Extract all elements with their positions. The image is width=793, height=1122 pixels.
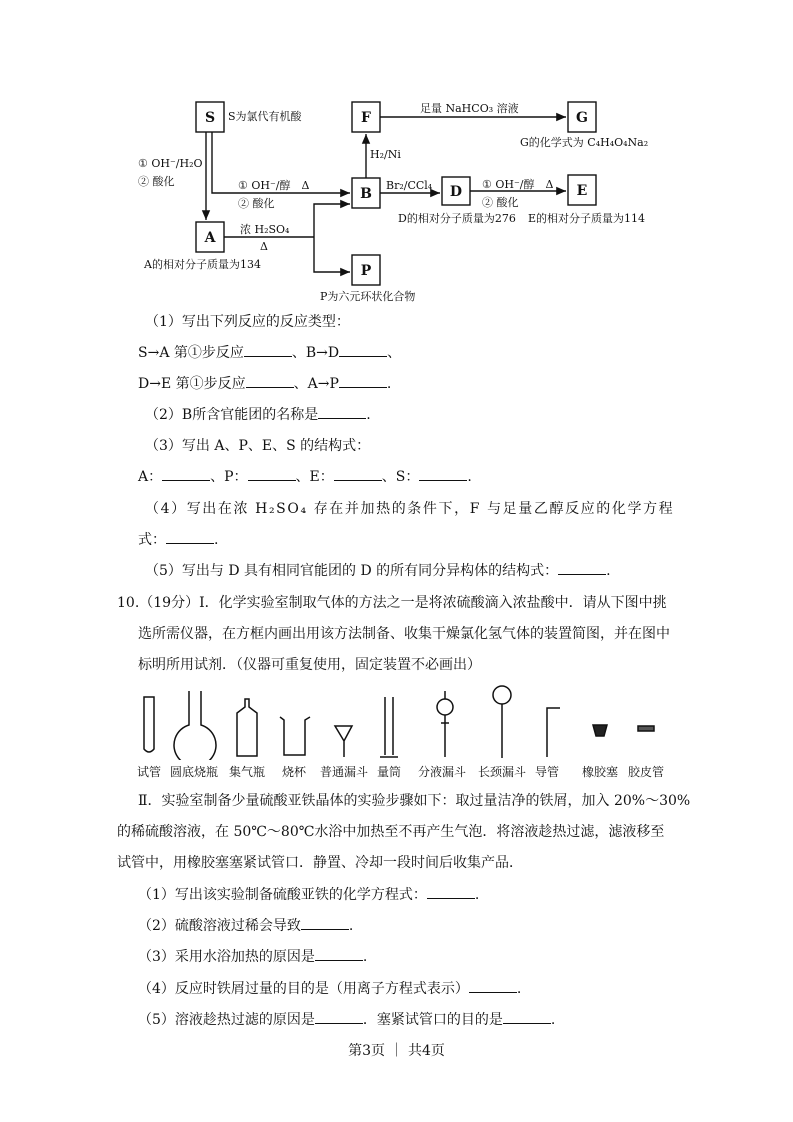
delivery-tube-icon [547,708,560,757]
box-g: G [576,110,588,126]
answer-blank[interactable] [334,468,382,481]
round-bottom-flask-icon [174,691,216,760]
answer-blank[interactable] [244,344,292,357]
gas-collecting-bottle-icon [237,699,257,756]
q9-part1: （1）写出下列反应的反应类型： [145,314,350,330]
separatory-funnel-icon [437,691,453,757]
answer-blank[interactable] [419,468,467,481]
s-note: S为氯代有机酸 [228,110,302,123]
q9-part3-answers: A： 、P： 、E： 、S： . [138,469,472,485]
graduated-cylinder-icon [380,697,398,757]
answer-blank[interactable] [427,886,475,899]
q9-part4: （4）写出在浓 H₂SO₄ 存在并加热的条件下，F 与足量乙醇反应的化学方程 [145,501,675,517]
apparatus-label: 量筒 [376,765,402,779]
d-e-condition-1: ① OH⁻/醇 Δ [482,178,554,191]
answer-blank[interactable] [162,468,210,481]
answer-blank[interactable] [166,531,214,544]
s-a-condition-2: ② 酸化 [138,175,175,188]
q10-stem-line2: 选所需仪器，在方框内画出用该方法制备、收集干燥氯化氢气体的装置简图，并在图中 [138,626,670,642]
page-footer: 第3页 ｜ 共4页 [348,1043,445,1059]
a-note: A的相对分子质量为134 [144,258,261,271]
rubber-stopper-icon [593,725,607,736]
answer-blank[interactable] [318,406,366,419]
apparatus-label: 集气瓶 [228,765,266,779]
q10-sub2: （2）硫酸溶液过稀会导致 . [138,918,354,934]
q10-sub3: （3）采用水浴加热的原因是 . [138,949,368,965]
q10-part2-line2: 的稀硫酸溶液，在 50℃～80℃水浴中加热至不再产生气泡．将溶液趁热过滤，滤液移至 [117,824,665,840]
answer-blank[interactable] [469,980,517,993]
apparatus-label: 普通漏斗 [319,765,369,779]
q9-part3: （3）写出 A、P、E、S 的结构式： [145,438,371,454]
box-a: A [204,230,216,246]
answer-blank[interactable] [246,375,294,388]
long-neck-funnel-icon [493,686,511,758]
q9-part4-cont: 式： . [138,532,219,548]
apparatus-label: 胶皮管 [627,765,665,779]
q10-part2-line3: 试管中，用橡胶塞塞紧试管口．静置、冷却一段时间后收集产品． [117,855,523,871]
q10-sub5: （5）溶液趁热过滤的原因是 ．塞紧试管口的目的是 . [138,1012,556,1028]
answer-blank[interactable] [315,1011,363,1024]
s-a-condition-1: ① OH⁻/H₂O [138,157,203,170]
q10-stem-line3: 标明所用试剂．（仪器可重复使用，固定装置不必画出） [138,657,481,673]
apparatus-label: 圆底烧瓶 [169,765,219,779]
q10-sub1: （1）写出该实验制备硫酸亚铁的化学方程式： . [138,887,480,903]
apparatus-label: 橡胶塞 [581,765,619,779]
q9-part5: （5）写出与 D 具有相同官能团的 D 的所有同分异构体的结构式： . [145,563,611,579]
apparatus-label: 分液漏斗 [417,765,467,779]
d-note: D的相对分子质量为276 [398,212,516,225]
b-d-condition: Br₂/CCl₄ [386,179,433,192]
box-e: E [576,183,588,199]
apparatus-figure [130,685,690,785]
box-s: S [204,110,216,126]
q9-part1-line2: D→E 第①步反应 、A→P . [138,376,392,392]
q9-part1-line1: S→A 第①步反应 、B→D 、 [138,345,402,361]
q10-stem-line1: 10.（19分）Ⅰ．化学实验室制取气体的方法之一是将浓硫酸滴入浓盐酸中．请从下图中挑 [117,595,667,611]
test-tube-icon [144,697,154,752]
answer-blank[interactable] [558,562,606,575]
q10-sub4: （4）反应时铁屑过量的目的是（用离子方程式表示） . [138,981,522,997]
answer-blank[interactable] [339,375,387,388]
reaction-scheme-diagram [130,90,690,305]
d-e-condition-2: ② 酸化 [482,196,519,209]
s-b-condition-1: ① OH⁻/醇 Δ [238,179,310,192]
f-g-condition: 足量 NaHCO₃ 溶液 [420,102,519,115]
g-note: G的化学式为 C₄H₄O₄Na₂ [520,136,649,149]
box-p: P [360,263,372,279]
apparatus-label: 导管 [534,765,560,779]
rubber-tubing-icon [638,726,654,731]
a-condition-1: 浓 H₂SO₄ [240,223,290,236]
apparatus-label: 长颈漏斗 [477,765,527,779]
q10-part2-line1: Ⅱ．实验室制备少量硫酸亚铁晶体的实验步骤如下：取过量洁净的铁屑，加入 20%～30% [138,793,691,809]
s-b-condition-2: ② 酸化 [238,197,275,210]
beaker-icon [280,717,310,755]
e-note: E的相对分子质量为114 [528,212,646,225]
answer-blank[interactable] [315,948,363,961]
box-f: F [361,110,371,126]
b-f-condition: H₂/Ni [370,148,401,161]
box-b: B [360,186,372,202]
p-note: P为六元环状化合物 [320,290,416,303]
answer-blank[interactable] [339,344,387,357]
apparatus-label: 烧杯 [281,765,307,779]
funnel-icon [335,726,352,757]
apparatus-label: 试管 [136,765,162,779]
answer-blank[interactable] [248,468,296,481]
answer-blank[interactable] [301,917,349,930]
answer-blank[interactable] [503,1011,551,1024]
box-d: D [449,184,463,200]
a-condition-2: Δ [260,240,268,253]
q9-part2: （2）B所含官能团的名称是 . [145,407,371,423]
